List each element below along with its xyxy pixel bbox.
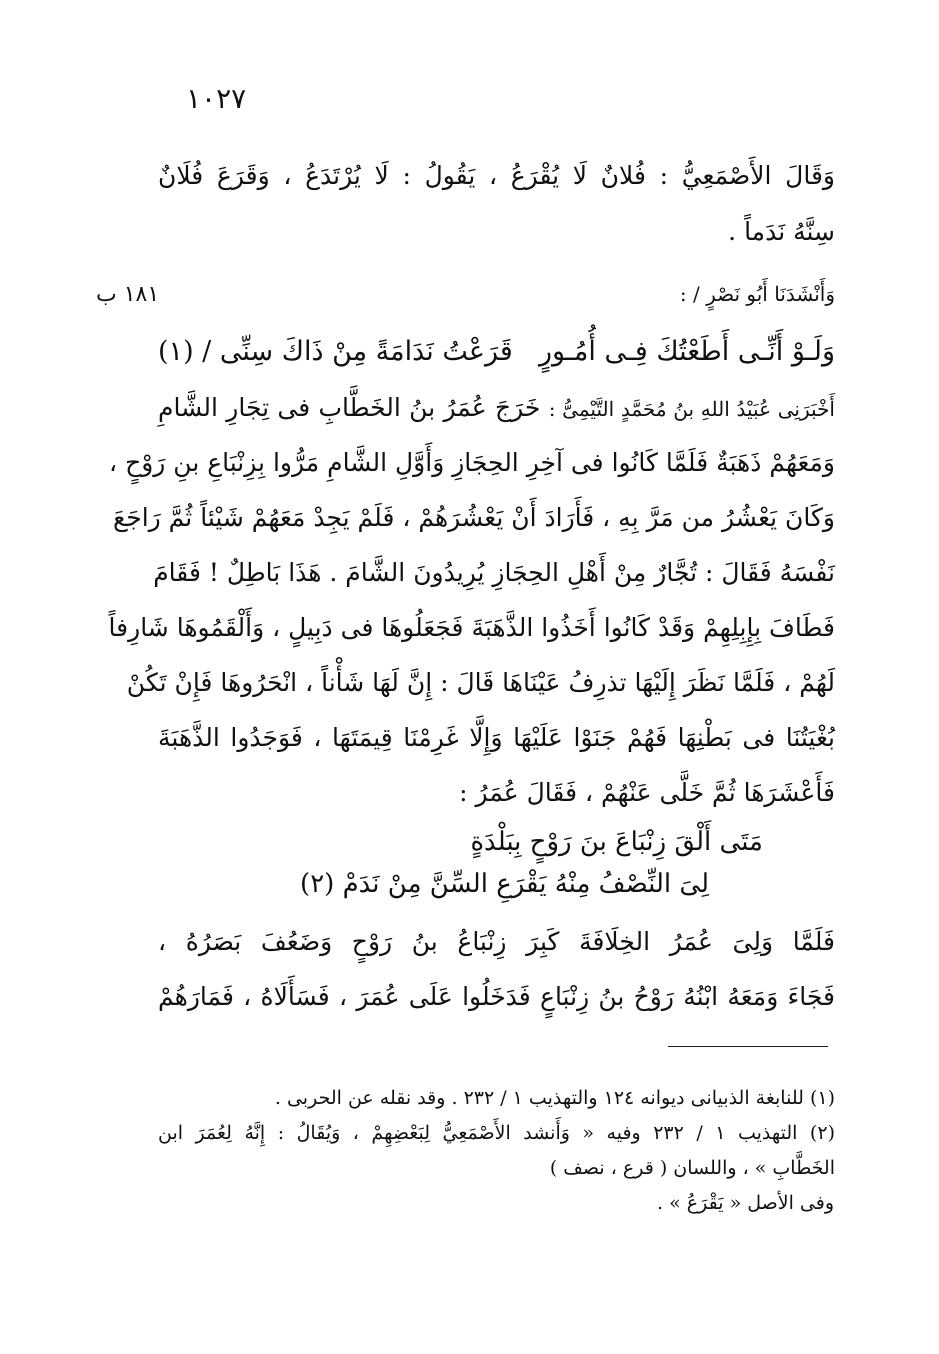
footnote-divider bbox=[668, 1046, 828, 1047]
narrative-line: نَفْسَهُ فَقَالَ : تُجَّارٌ مِنْ أَهْلِ الحِجَازِ يُرِيدُونَ الشَّامَ . هَذَا بَاطِلٌ ! فَقَامَ bbox=[153, 558, 835, 587]
footnote: (١) للنابغة الذبيانى ديوانه ١٢٤ والتهذيب ١ / ٢٣٢ . وقد نقله عن الحربى . bbox=[274, 1087, 835, 1109]
paragraph-line: سِنَّهُ نَدَماً . bbox=[728, 217, 835, 246]
footnote: (٢) التهذيب ١ / ٢٣٢ وفيه « وَأَنشد الأَصْمَعِيُّ لِبَعْضِهِمْ ، وَيُقَالُ : إِنَّهُ لِعُمَرَ ابن bbox=[158, 1122, 835, 1144]
narrative-line: فَطَافَ بِإِبِلِهِمْ وَقَدْ كَانُوا أَخَذُوا الذَّهَبَةَ فَجَعَلُوهَا فى دَبِيلٍ ، وَأَلْقَمُوهَا شَارِفاً bbox=[108, 613, 835, 642]
narrative-line: فَأَعْشَرَهَا ثُمَّ خَلَّى عَنْهُمْ ، فَقَالَ عُمَرُ : bbox=[459, 778, 835, 807]
poet-intro: وَأَنْشَدَنَا أَبُو نَصْرٍ / : bbox=[679, 282, 835, 306]
verse-hemistich-second: قَرَعْتُ نَدَامَةً مِنْ ذَاكَ سِنِّى / (١) bbox=[158, 336, 513, 367]
footnote: وفى الأصل « يَقْرَعُ » . bbox=[657, 1192, 834, 1214]
footnote: الخَطَّابِ » ، واللسان ( قرع ، نصف ) bbox=[549, 1157, 835, 1179]
page-number: ١٠٢٧ bbox=[186, 82, 247, 115]
paragraph-line: وَقَالَ الأَصْمَعِيُّ : فُلانٌ لَا يُقْرَعُ ، يَقُولُ : لَا يُرْتَدَعُ ، وَقَرَعَ فُلَانٌ bbox=[158, 161, 835, 190]
narrative-line: وَكَانَ يَعْشُرُ من مَرَّ بِهِ ، فَأَرَادَ أَنْ يَعْشُرَهُمْ ، فَلَمْ يَجِدْ مَعَهُمْ شَيْئاً ثُمَّ رَاجَعَ bbox=[112, 503, 835, 532]
narrative-line: لَهُمْ ، فَلَمَّا نَظَرَ إِلَيْهَا تذرِفُ عَيْنَاهَا قَالَ : إِنَّ لَهَا شَأْناً ، انْحَرُوهَا فَإِنْ تَكُنْ bbox=[126, 668, 835, 697]
poem-line: لِىَ النِّصْفُ مِنْهُ يَقْرَعِ السِّنَّ مِنْ نَدَمْ (٢) bbox=[300, 869, 709, 899]
paragraph-line: فَلَمَّا وَلِىَ عُمَرُ الخِلَافَةَ كَبِرَ زِنْبَاعُ بنُ رَوْحٍ وَضَعُفَ بَصَرُهُ ، bbox=[158, 927, 835, 956]
narrator-intro: أَخْبَرَنِى عُبَيْدُ اللهِ بنُ مُحَمَّدٍ التَّيْمِىُّ : bbox=[548, 397, 835, 421]
narrative-line: وَمَعَهُمْ ذَهَبَةٌ فَلَمَّا كَانُوا فى آخِرِ الحِجَازِ وَأَوَّلِ الشَّامِ مَرُّوا بِزِنْبَاعِ بنِ رَوْحٍ ، bbox=[109, 448, 835, 477]
verse-hemistich-first: وَلَـوْ أَنِّـى أَطَعْتُكَ فِـى أُمُـورٍ bbox=[539, 336, 835, 367]
paragraph-line: فَجَاءَ وَمَعَهُ ابْنُهُ رَوْحُ بنُ زِنْبَاعٍ فَدَخَلُوا عَلَى عُمَرَ ، فَسَأَلَاهُ ، فَمَارَهُمْ bbox=[158, 982, 835, 1011]
narrative-text: خَرَجَ عُمَرُ بنُ الخَطَّابِ فى تِجَارِ الشَّامِ bbox=[158, 393, 541, 422]
poem-line: مَتَى أَلْقَ زِنْبَاعَ بنَ رَوْحٍ بِبَلْدَةٍ bbox=[470, 827, 763, 857]
narrative-line bbox=[158, 386, 835, 431]
folio-marker: ١٨١ ب bbox=[96, 282, 160, 307]
narrative-line: بُغْيَتُنَا فى بَطْنِهَا فَهُمْ جَنَوْا عَلَيْهَا وَإِلَّا غَرِمْنَا قِيمَتَهَا ، فَوَجَدُوا الذَّهَبَةَ bbox=[158, 723, 835, 752]
